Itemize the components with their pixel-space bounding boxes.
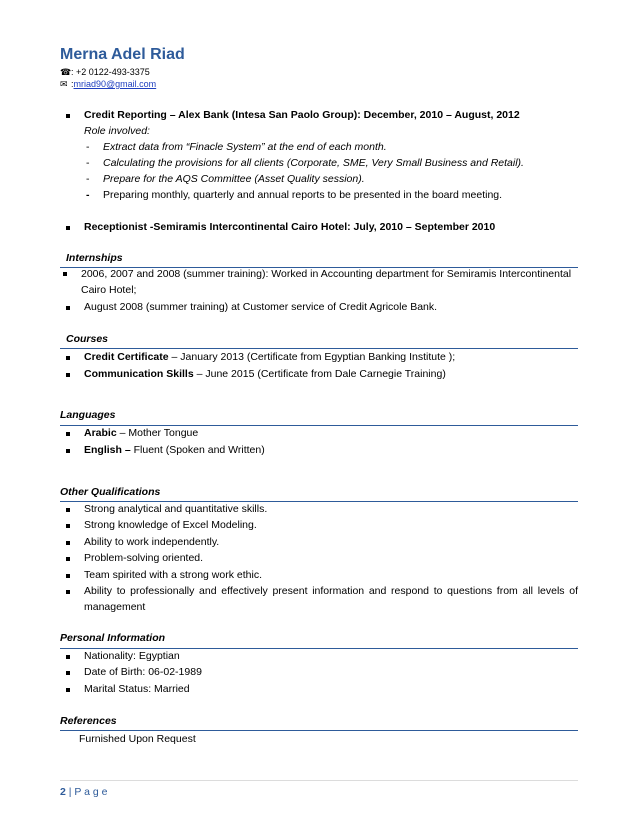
- bullet: [66, 541, 70, 545]
- bullet: [66, 688, 70, 692]
- course-name: Communication Skills: [84, 368, 194, 380]
- page-separator: |: [65, 786, 75, 798]
- email-line: [60, 79, 156, 90]
- personal-item: Marital Status: Married: [84, 683, 190, 695]
- course-item: [84, 367, 446, 381]
- section-divider: [60, 730, 578, 731]
- bullet: [63, 272, 67, 276]
- bullet: [66, 226, 70, 230]
- bullet: [66, 671, 70, 675]
- bullet: [66, 373, 70, 377]
- section-title-other-qualifications: Other Qualifications: [60, 486, 161, 498]
- qualification-item: Ability to professionally and effectively present information and respond to questions from all levels of management: [84, 585, 578, 613]
- course-item: [84, 350, 455, 364]
- language-item: [84, 443, 265, 457]
- email-link[interactable]: mriad90@gmail.com: [73, 79, 157, 89]
- page-label: P a g e: [74, 786, 108, 798]
- envelope-icon: ✉: [60, 79, 68, 89]
- duty-item: Prepare for the AQS Committee (Asset Quality session).: [103, 173, 365, 185]
- qualification-item: Team spirited with a strong work ethic.: [84, 569, 262, 581]
- job-title-credit-reporting: Credit Reporting – Alex Bank (Intesa San Paolo Group): December, 2010 – August, 2012: [84, 109, 520, 121]
- qualification-item: Strong knowledge of Excel Modeling.: [84, 519, 257, 531]
- footer-divider: [60, 780, 578, 781]
- personal-item: Nationality: Egyptian: [84, 650, 180, 662]
- internship-item: 2006, 2007 and 2008 (summer training): Worked in Accounting department for Semiramis Intercontinental: [81, 268, 572, 280]
- language-name: English –: [84, 444, 131, 456]
- language-name: Arabic: [84, 427, 117, 439]
- bullet: [66, 655, 70, 659]
- language-level: Fluent (Spoken and Written): [130, 444, 265, 456]
- job-title-receptionist: Receptionist -Semiramis Intercontinental Cairo Hotel: July, 2010 – September 2010: [84, 221, 496, 233]
- page-number: 2: [60, 786, 66, 798]
- email-sep: :: [71, 79, 74, 89]
- bullet: [66, 432, 70, 436]
- resume-name: Merna Adel Riad: [60, 46, 185, 63]
- role-label: Role involved:: [84, 125, 150, 137]
- bullet: [66, 306, 70, 310]
- dash: -: [86, 189, 90, 201]
- section-title-courses: Courses: [66, 333, 109, 345]
- duty-item: Calculating the provisions for all clients (Corporate, SME, Very Small Business and Retail).: [103, 157, 524, 169]
- bullet: [66, 449, 70, 453]
- qualification-item: Problem-solving oriented.: [84, 552, 204, 564]
- phone-number: : +2 0122-493-3375: [71, 67, 150, 77]
- bullet: [66, 114, 70, 118]
- dash: -: [86, 173, 90, 185]
- page-footer: [60, 786, 108, 798]
- course-detail: – June 2015 (Certificate from Dale Carnegie Training): [193, 368, 446, 380]
- course-detail: – January 2013 (Certificate from Egyptian Banking Institute );: [168, 351, 456, 363]
- internship-item: August 2008 (summer training) at Customer service of Credit Agricole Bank.: [84, 301, 438, 313]
- phone-icon: ☎: [60, 67, 72, 77]
- section-title-references: References: [60, 715, 117, 727]
- qualification-item: Ability to work independently.: [84, 536, 220, 548]
- section-title-languages: Languages: [60, 409, 116, 421]
- bullet: [66, 508, 70, 512]
- bullet: [66, 590, 70, 594]
- duty-item: Preparing monthly, quarterly and annual reports to be presented in the board meeting.: [103, 189, 503, 201]
- language-level: – Mother Tongue: [116, 427, 199, 439]
- references-text: Furnished Upon Request: [79, 733, 196, 745]
- course-name: Credit Certificate: [84, 351, 169, 363]
- bullet: [66, 356, 70, 360]
- internship-item-cont: Cairo Hotel;: [81, 284, 137, 296]
- section-title-personal-information: Personal Information: [60, 632, 166, 644]
- dash: -: [86, 141, 90, 153]
- duty-item: Extract data from “Finacle System” at the end of each month.: [103, 141, 387, 153]
- personal-item: Date of Birth: 06-02-1989: [84, 666, 202, 678]
- section-title-internships: Internships: [66, 252, 123, 264]
- bullet: [66, 524, 70, 528]
- phone-line: [60, 67, 150, 78]
- dash: -: [86, 157, 90, 169]
- language-item: [84, 426, 198, 440]
- bullet: [66, 557, 70, 561]
- section-divider: [60, 348, 578, 349]
- bullet: [66, 574, 70, 578]
- qualification-item: Strong analytical and quantitative skills.: [84, 503, 268, 515]
